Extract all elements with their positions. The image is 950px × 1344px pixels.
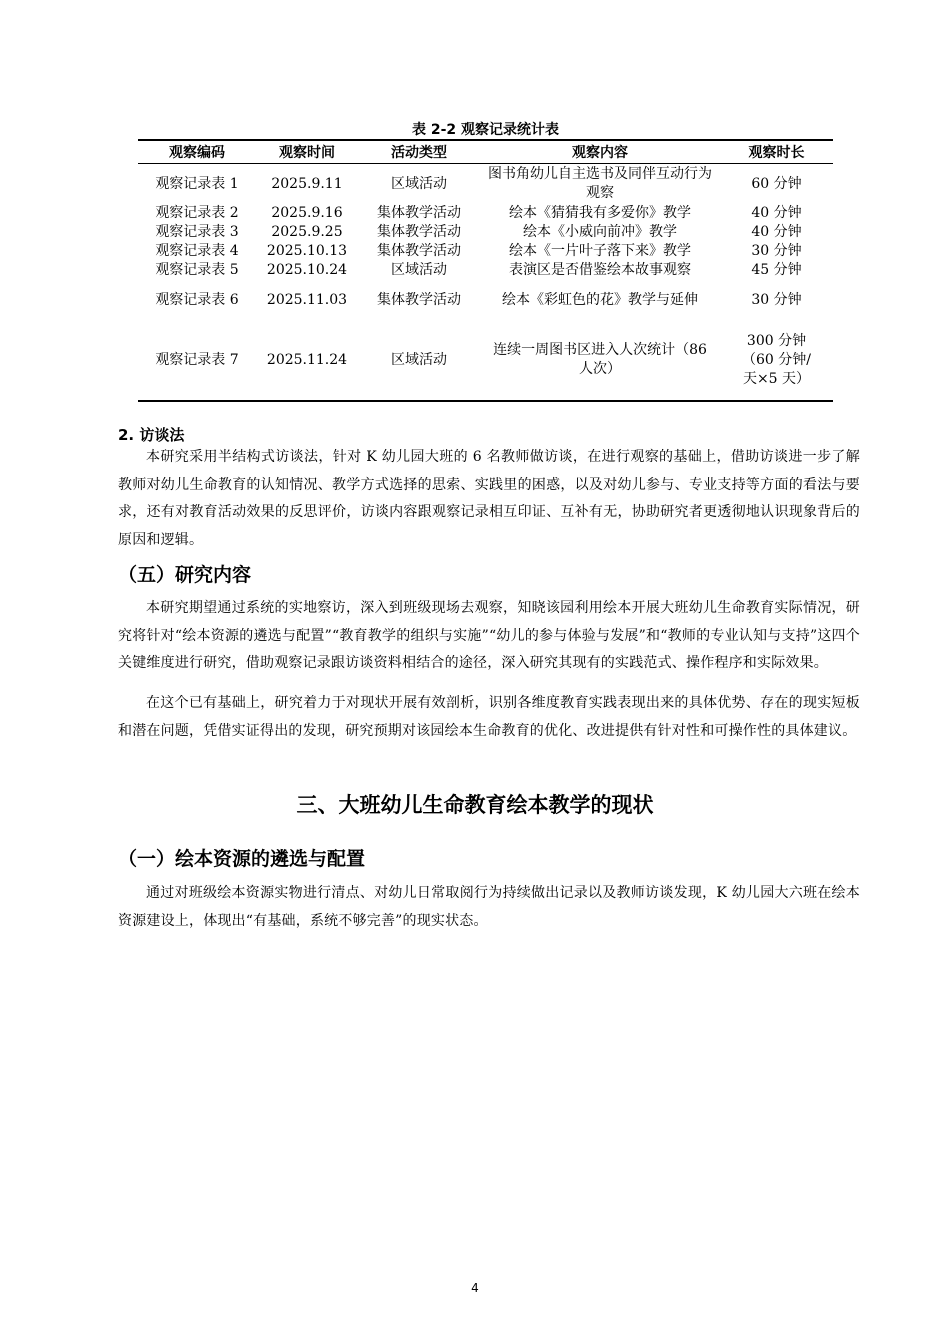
table-row bbox=[138, 320, 833, 401]
cell-code: 观察记录表 7 bbox=[138, 320, 256, 401]
table-row bbox=[138, 280, 833, 320]
header-code: 观察编码 bbox=[138, 140, 256, 164]
cell-content-text: 绘本《彩虹色的花》教学与延伸 bbox=[502, 291, 698, 308]
cell-time: 2025.9.25 bbox=[271, 224, 343, 240]
chapter-heading: 三、大班幼儿生命教育绘本教学的现状 bbox=[296, 793, 654, 817]
cell-activity-type: 集体教学活动 bbox=[377, 243, 461, 259]
cell-time: 2025.11.03 bbox=[266, 291, 348, 308]
cell-content bbox=[480, 164, 720, 205]
interview-paragraph: 本研究采用半结构式访谈法，针对 K 幼儿园大班的 6 名教师做访谈，在进行观察的基础上，借助访谈进一步了解教师对幼儿生命教育的认知情况、教学方式选择的思索、实践里的困惑，以及对幼儿参与、专业支持等方面的看法与要求，还有对教育活动效果的反思评价，访谈内容跟观察记录相互印证、互补有无，协助研究者更透彻地认识现象背后的原因和逻辑。 bbox=[118, 449, 860, 548]
cell-time: 2025.9.11 bbox=[271, 175, 343, 192]
table-row bbox=[138, 223, 833, 242]
page-number: 4 bbox=[471, 1281, 479, 1295]
cell-activity-type: 区域活动 bbox=[391, 262, 447, 278]
cell-content: 表演区是否借鉴绘本故事观察 bbox=[509, 262, 691, 278]
cell-code: 观察记录表 5 bbox=[155, 262, 239, 278]
cell-duration: 40 分钟 bbox=[751, 224, 802, 240]
cell-code: 观察记录表 3 bbox=[155, 224, 239, 240]
research-content-paragraph-1: 本研究期望通过系统的实地察访，深入到班级现场去观察，知晓该园利用绘本开展大班幼儿生命教育实际情况，研究将针对“绘本资源的遴选与配置”“教育教学的组织与实施”“幼儿的参与体验与发展”和“教师的专业认知与支持”这四个关键维度进行研究，借助观察记录跟访谈资料相结合的途径，深入研究其现有的实践范式、操作程序和实际效果。 bbox=[118, 600, 860, 671]
cell-content-text: 连续一周图书区进入人次统计（86 人次） bbox=[493, 342, 707, 377]
cell-code: 观察记录表 2 bbox=[155, 205, 239, 221]
cell-duration bbox=[720, 320, 833, 401]
cell-content: 绘本《小威向前冲》教学 bbox=[523, 224, 677, 240]
interview-heading: 2. 访谈法 bbox=[118, 426, 185, 444]
cell-duration: 30 分钟 bbox=[751, 291, 802, 308]
cell-code: 观察记录表 1 bbox=[155, 175, 239, 192]
header-content: 观察内容 bbox=[480, 140, 720, 164]
cell-activity-type: 集体教学活动 bbox=[377, 205, 461, 221]
cell-duration: 60 分钟 bbox=[751, 175, 802, 192]
research-content-paragraph-2: 在这个已有基础上，研究着力于对现状开展有效剖析，识别各维度教育实践表现出来的具体优势、存在的现实短板和潜在问题，凭借实证得出的发现，研究预期对该园绘本生命教育的优化、改进提供有针对性和可操作性的具体建议。 bbox=[118, 695, 860, 739]
cell-time: 2025.9.16 bbox=[271, 205, 343, 221]
cell-activity-type: 集体教学活动 bbox=[377, 291, 461, 308]
cell-duration: 45 分钟 bbox=[751, 262, 802, 278]
table-row bbox=[138, 204, 833, 223]
cell-code: 观察记录表 6 bbox=[155, 291, 239, 308]
table-header-row bbox=[138, 140, 833, 164]
research-content-heading: （五）研究内容 bbox=[118, 564, 252, 586]
cell-content bbox=[480, 280, 720, 320]
cell-content: 绘本《猜猜我有多爱你》教学 bbox=[509, 205, 691, 221]
header-activity-type: 活动类型 bbox=[358, 140, 480, 164]
table-row bbox=[138, 261, 833, 280]
header-duration: 观察时长 bbox=[720, 140, 833, 164]
cell-duration-text: 300 分钟（60 分钟/天×5 天） bbox=[742, 332, 811, 387]
table-row bbox=[138, 164, 833, 205]
cell-time: 2025.11.24 bbox=[256, 320, 358, 401]
section-heading: （一）绘本资源的遴选与配置 bbox=[118, 848, 366, 870]
cell-time: 2025.10.24 bbox=[266, 262, 348, 278]
cell-activity-type: 区域活动 bbox=[391, 175, 447, 192]
cell-code: 观察记录表 4 bbox=[155, 243, 239, 259]
cell-duration: 40 分钟 bbox=[751, 205, 802, 221]
cell-content: 绘本《一片叶子落下来》教学 bbox=[509, 243, 691, 259]
cell-duration: 30 分钟 bbox=[751, 243, 802, 259]
cell-content-text: 图书角幼儿自主选书及同伴互动行为观察 bbox=[488, 166, 712, 201]
table-caption: 表 2-2 观察记录统计表 bbox=[411, 122, 560, 138]
table-row bbox=[138, 242, 833, 261]
header-time: 观察时间 bbox=[256, 140, 358, 164]
cell-time: 2025.10.13 bbox=[266, 243, 348, 259]
cell-content bbox=[480, 320, 720, 401]
section-paragraph: 通过对班级绘本资源实物进行清点、对幼儿日常取阅行为持续做出记录以及教师访谈发现，K 幼儿园大六班在绘本资源建设上，体现出“有基础，系统不够完善”的现实状态。 bbox=[118, 885, 860, 929]
observation-table bbox=[138, 139, 833, 402]
cell-activity-type: 集体教学活动 bbox=[377, 224, 461, 240]
cell-activity-type: 区域活动 bbox=[358, 320, 480, 401]
